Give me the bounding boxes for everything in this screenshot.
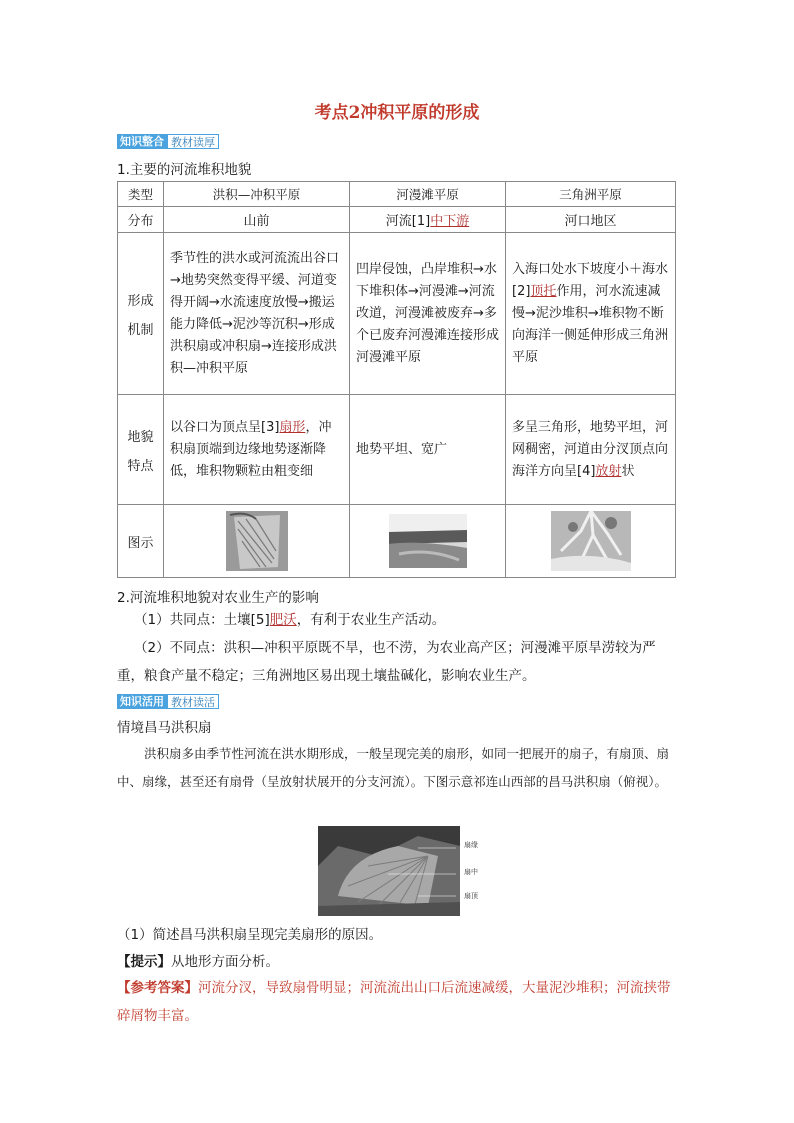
fig-label-edge: 扇缘 bbox=[464, 841, 478, 849]
table-cell bbox=[164, 505, 350, 578]
answer-text: 河流分汊，导致扇骨明显；河流流出山口后流速减缓，大量泥沙堆积；河流挟带碎屑物丰富。 bbox=[117, 980, 671, 1024]
alluvial-fan-photo bbox=[226, 511, 288, 571]
answer-blank: 中下游 bbox=[430, 214, 470, 229]
tag-primary: 知识整合 bbox=[117, 134, 167, 149]
table-row bbox=[118, 395, 676, 505]
table-cell: 入海口处水下坡度小＋海水[2]顶托作用，河水流速减慢→泥沙堆积→堆积物不断向海洋一侧延伸形成三角洲平原 bbox=[506, 233, 676, 395]
table-row bbox=[118, 505, 676, 578]
tag-primary: 知识活用 bbox=[117, 694, 167, 709]
table-header-row bbox=[118, 182, 676, 207]
row-label: 形成 机制 bbox=[118, 233, 164, 395]
table-cell: 凹岸侵蚀，凸岸堆积→水下堆积体→河漫滩→河流改道，河漫滩被废弃→多个已废弃河漫滩连接形成河漫滩平原 bbox=[350, 233, 506, 395]
answer-blank: 扇形 bbox=[279, 419, 306, 435]
table-row bbox=[118, 207, 676, 233]
tag-secondary: 教材读厚 bbox=[167, 134, 219, 149]
answer-block bbox=[117, 974, 677, 1030]
table-cell: 以谷口为顶点呈[3]扇形，冲积扇顶端到边缘地势逐渐降低，堆积物颗粒由粗变细 bbox=[164, 395, 350, 505]
section-tag-knowledge bbox=[117, 134, 219, 149]
row-label: 地貌 特点 bbox=[118, 395, 164, 505]
header-cell: 河漫滩平原 bbox=[350, 182, 506, 207]
table-cell: 地势平坦、宽广 bbox=[350, 395, 506, 505]
changma-fan-figure bbox=[318, 826, 460, 916]
answer-blank: 肥沃 bbox=[269, 612, 297, 628]
table-cell: 山前 bbox=[164, 207, 350, 233]
delta-photo bbox=[551, 511, 631, 571]
scene-text: 洪积扇多由季节性河流在洪水期形成，一般呈现完美的扇形，如同一把展开的扇子，有扇顶、扇中、扇缘，甚至还有扇骨（呈放射状展开的分支河流）。下图示意祁连山西部的昌马洪积扇（俯视）。 bbox=[117, 746, 670, 789]
header-cell: 洪积—冲积平原 bbox=[164, 182, 350, 207]
table-cell: 多呈三角形，地势平坦，河网稠密，河道由分汊顶点向海洋方向呈[4]放射状 bbox=[506, 395, 676, 505]
table-cell: 河口地区 bbox=[506, 207, 676, 233]
table-cell: 季节性的洪水或河流流出谷口→地势突然变得平缓、河道变得开阔→水流速度放慢→搬运能力降低→泥沙等沉积→形成洪积扇或冲积扇→连接形成洪积—冲积平原 bbox=[164, 233, 350, 395]
tag-secondary: 教材读活 bbox=[167, 694, 219, 709]
table-cell: 河流[1]中下游 bbox=[350, 207, 506, 233]
hint-label: 【提示】 bbox=[117, 954, 171, 970]
page-title: 考点2冲积平原的形成 bbox=[314, 103, 480, 123]
scene-title: 情境昌马洪积扇 bbox=[117, 720, 212, 736]
answer-blank: 顶托 bbox=[530, 283, 557, 299]
row-label: 图示 bbox=[118, 505, 164, 578]
table-row bbox=[118, 233, 676, 395]
header-cell: 三角洲平原 bbox=[506, 182, 676, 207]
row-label: 分布 bbox=[118, 207, 164, 233]
paragraph-difference: （2）不同点：洪积—冲积平原既不旱，也不涝，为农业高产区；河漫滩平原旱涝较为严重，粮食产量不稳定；三角洲地区易出现土壤盐碱化，影响农业生产。 bbox=[117, 640, 656, 684]
answer-blank: 放射 bbox=[595, 463, 622, 479]
table-cell bbox=[350, 505, 506, 578]
table-cell bbox=[506, 505, 676, 578]
section-tag-application bbox=[117, 694, 219, 709]
floodplain-photo bbox=[389, 514, 467, 568]
header-cell: 类型 bbox=[118, 182, 164, 207]
paragraph-common: （1）共同点：土壤[5]肥沃，有利于农业生产活动。 bbox=[134, 606, 674, 634]
landform-table bbox=[117, 181, 676, 578]
fig-label-middle: 扇中 bbox=[464, 868, 478, 876]
question-1: （1）简述昌马洪积扇呈现完美扇形的原因。 bbox=[117, 927, 383, 943]
hint-line: 【提示】从地形方面分析。 bbox=[117, 954, 279, 970]
section-heading-2: 2.河流堆积地貌对农业生产的影响 bbox=[117, 590, 319, 606]
fig-label-apex: 扇顶 bbox=[464, 892, 478, 900]
section-heading-1: 1.主要的河流堆积地貌 bbox=[117, 162, 252, 178]
answer-label: 【参考答案】 bbox=[117, 980, 198, 996]
